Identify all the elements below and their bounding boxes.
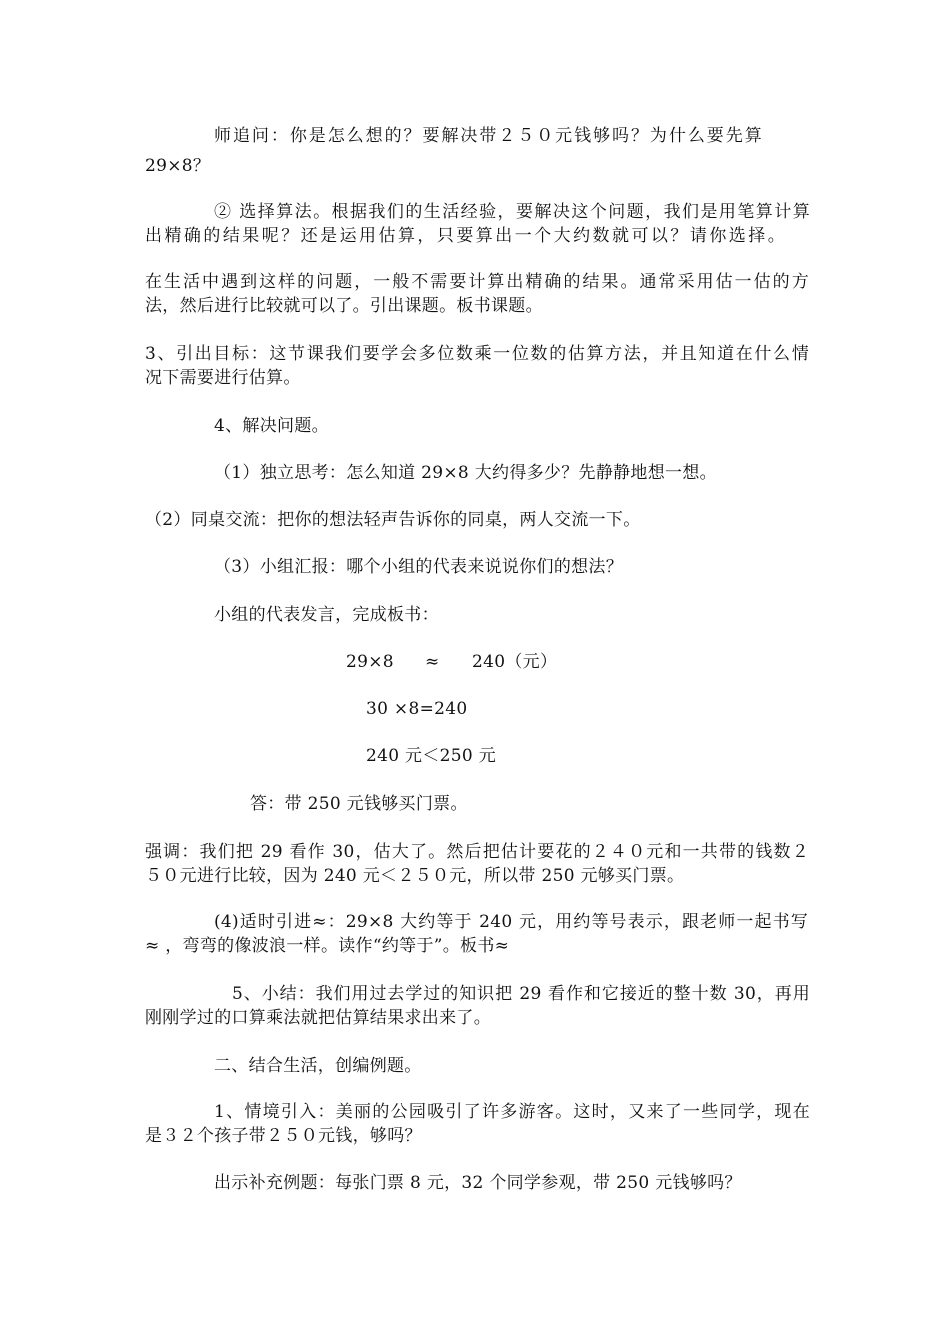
equation-rounded-multiply: 30 ×8=240 — [366, 699, 468, 719]
paragraph-emphasis-line-2: ５０元进行比较，因为 240 元＜２５０元，所以带 250 元够买门票。 — [145, 866, 685, 886]
paragraph-target-line-1: 3、引出目标：这节课我们要学会多位数乘一位数的估算方法，并且知道在什么情 — [145, 344, 809, 364]
paragraph-scenario-line-2: 是３２个孩子带２５０元钱，够吗？ — [145, 1126, 422, 1146]
step-group-report: （3）小组汇报：哪个小组的代表来说说你们的想法？ — [214, 557, 624, 577]
paragraph-scenario-line-1: 1、情境引入：美丽的公园吸引了许多游客。这时，又来了一些同学，现在 — [214, 1102, 810, 1122]
equation-compare: 240 元＜250 元 — [366, 746, 497, 766]
equation-estimate-left: 29×8 — [346, 652, 394, 672]
answer-line: 答：带 250 元钱够买门票。 — [250, 794, 468, 814]
paragraph-life-problem-line-2: 法，然后进行比较就可以了。引出课题。板书课题。 — [145, 296, 543, 316]
paragraph-approx-sign-line-2: ≈ ，弯弯的像波浪一样。读作“约等于”。板书≈ — [145, 936, 510, 956]
paragraph-approx-sign-line-1: (4)适时引进≈：29×8 大约等于 240 元，用约等号表示，跟老师一起书写 — [214, 912, 808, 932]
step-independent-thinking: （1）独立思考：怎么知道 29×8 大约得多少？先静静地想一想。 — [214, 463, 717, 483]
paragraph-teacher-question-line-2: 29×8？ — [145, 156, 211, 176]
paragraph-choose-method-line-2: 出精确的结果呢？还是运用估算，只要算出一个大约数就可以？请你选择。 — [145, 226, 785, 246]
heading-create-examples: 二、结合生活，创编例题。 — [214, 1056, 422, 1076]
paragraph-life-problem-line-1: 在生活中遇到这样的问题，一般不需要计算出精确的结果。通常采用估一估的方 — [145, 272, 809, 292]
group-representative-note: 小组的代表发言，完成板书： — [214, 605, 439, 625]
paragraph-teacher-question-line-1: 师追问：你是怎么想的？要解决带２５０元钱够吗？为什么要先算 — [214, 126, 762, 146]
paragraph-target-line-2: 况下需要进行估算。 — [145, 368, 301, 388]
paragraph-summary-line-2: 刚刚学过的口算乘法就把估算结果求出来了。 — [145, 1008, 491, 1028]
heading-solve-problem: 4、解决问题。 — [214, 416, 329, 436]
paragraph-emphasis-line-1: 强调：我们把 29 看作 30，估大了。然后把估计要花的２４０元和一共带的钱数２ — [145, 842, 809, 862]
paragraph-supplementary-example: 出示补充例题：每张门票 8 元，32 个同学参观，带 250 元钱够吗？ — [214, 1173, 742, 1193]
paragraph-choose-method-line-1: ② 选择算法。根据我们的生活经验，要解决这个问题，我们是用笔算计算 — [214, 202, 810, 222]
equation-approx-sign: ≈ — [425, 652, 440, 672]
step-deskmate-discussion: （2）同桌交流：把你的想法轻声告诉你的同桌，两人交流一下。 — [145, 510, 641, 530]
equation-estimate-right: 240（元） — [472, 652, 558, 672]
paragraph-summary-line-1: 5、小结：我们用过去学过的知识把 29 看作和它接近的整十数 30，再用 — [232, 984, 810, 1004]
